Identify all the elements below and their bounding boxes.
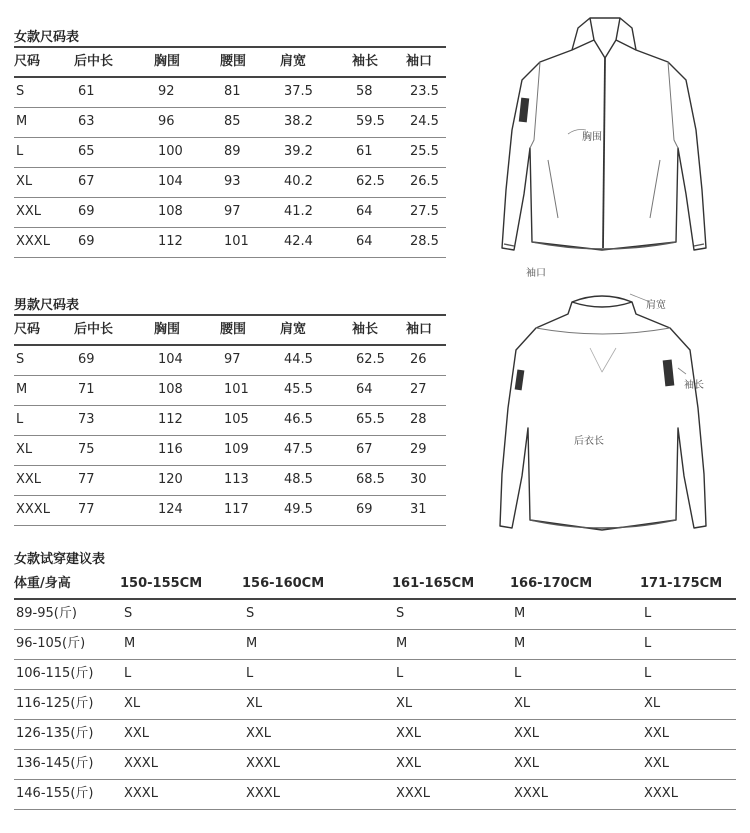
table-cell: 64 (356, 234, 373, 249)
table-cell: L (16, 144, 24, 159)
table-cell: 41.2 (284, 204, 313, 219)
table-row (14, 346, 446, 374)
table-cell: XXL (396, 756, 422, 771)
table-cell: M (124, 636, 136, 651)
table-row (14, 750, 736, 778)
table-cell: 136-145(斤) (16, 756, 94, 771)
table-cell: XXL (396, 726, 422, 741)
table-cell: 45.5 (284, 382, 313, 397)
suggest-table-title: 女款试穿建议表 (14, 552, 106, 567)
header-cell: 尺码 (14, 322, 41, 337)
women-table-title: 女款尺码表 (14, 30, 80, 45)
table-cell: 64 (356, 204, 373, 219)
table-cell: L (396, 666, 404, 681)
table-cell: 63 (78, 114, 95, 129)
table-cell: 97 (224, 352, 241, 367)
table-cell: 100 (158, 144, 183, 159)
table-cell: M (16, 114, 28, 129)
table-cell: S (16, 352, 25, 367)
women-size-table (14, 50, 446, 260)
table-cell: XL (124, 696, 141, 711)
table-cell: 24.5 (410, 114, 439, 129)
table-cell: 28 (410, 412, 427, 427)
table-cell: 124 (158, 502, 183, 517)
table-cell: 37.5 (284, 84, 313, 99)
table-cell: 68.5 (356, 472, 385, 487)
table-cell: 116-125(斤) (16, 696, 94, 711)
table-cell: 120 (158, 472, 183, 487)
header-cell: 袖长 (352, 322, 379, 337)
table-row (14, 406, 446, 434)
table-cell: 48.5 (284, 472, 313, 487)
table-cell: 47.5 (284, 442, 313, 457)
header-cell: 袖口 (406, 322, 433, 337)
header-cell: 袖长 (352, 54, 379, 69)
table-header-row (14, 318, 446, 342)
table-cell: 85 (224, 114, 241, 129)
table-cell: XXL (16, 204, 42, 219)
table-cell: 71 (78, 382, 95, 397)
header-cell: 腰围 (220, 54, 247, 69)
table-cell: 67 (78, 174, 95, 189)
table-cell: 117 (224, 502, 249, 517)
table-cell: XXXL (396, 786, 430, 801)
table-cell: XXXL (16, 234, 50, 249)
table-cell: XXXL (246, 786, 280, 801)
table-cell: XL (16, 442, 33, 457)
chest-label: 胸围 (582, 132, 602, 143)
table-cell: 108 (158, 204, 183, 219)
table-cell: 77 (78, 472, 95, 487)
table-cell: L (246, 666, 254, 681)
header-cell: 袖口 (406, 54, 433, 69)
table-cell: L (644, 666, 652, 681)
table-cell: 38.2 (284, 114, 313, 129)
header-cell: 腰围 (220, 322, 247, 337)
table-cell: S (396, 606, 405, 621)
table-row (14, 198, 446, 226)
table-cell: 25.5 (410, 144, 439, 159)
table-cell: 67 (356, 442, 373, 457)
table-cell: 101 (224, 382, 249, 397)
jacket-back-diagram (490, 288, 720, 538)
table-cell: 75 (78, 442, 95, 457)
table-cell: XXL (644, 726, 670, 741)
header-cell: 161-165CM (392, 576, 475, 591)
men-size-table (14, 318, 446, 528)
women-title-rule (14, 46, 446, 48)
row-rule (14, 809, 736, 810)
table-cell: XL (644, 696, 661, 711)
table-row (14, 720, 736, 748)
table-cell: 81 (224, 84, 241, 99)
table-cell: 27 (410, 382, 427, 397)
table-cell: 77 (78, 502, 95, 517)
header-cell: 体重/身高 (14, 576, 71, 591)
table-row (14, 228, 446, 256)
table-cell: 92 (158, 84, 175, 99)
table-cell: 39.2 (284, 144, 313, 159)
table-cell: 93 (224, 174, 241, 189)
shoulder-label: 肩宽 (646, 300, 666, 311)
table-cell: XL (246, 696, 263, 711)
sleeve-label: 袖长 (684, 380, 704, 391)
table-cell: 62.5 (356, 174, 385, 189)
table-cell: 104 (158, 174, 183, 189)
men-table-title: 男款尺码表 (14, 298, 80, 313)
table-cell: 105 (224, 412, 249, 427)
header-cell: 156-160CM (242, 576, 325, 591)
table-cell: 112 (158, 412, 183, 427)
table-cell: 112 (158, 234, 183, 249)
cuff-label: 袖口 (526, 268, 546, 279)
table-cell: 62.5 (356, 352, 385, 367)
table-row (14, 660, 736, 688)
table-cell: XXL (644, 756, 670, 771)
table-cell: XXXL (124, 786, 158, 801)
table-cell: XXXL (644, 786, 678, 801)
table-cell: XXL (514, 726, 540, 741)
header-cell: 胸围 (154, 54, 181, 69)
table-cell: L (124, 666, 132, 681)
table-cell: 97 (224, 204, 241, 219)
table-row (14, 168, 446, 196)
table-cell: XXXL (246, 756, 280, 771)
table-cell: XXXL (124, 756, 158, 771)
table-cell: 29 (410, 442, 427, 457)
table-cell: M (16, 382, 28, 397)
table-cell: 26.5 (410, 174, 439, 189)
table-cell: 46.5 (284, 412, 313, 427)
header-cell: 后中长 (74, 322, 114, 337)
table-cell: 61 (356, 144, 373, 159)
jacket-front-diagram (490, 10, 720, 275)
table-cell: XL (396, 696, 413, 711)
table-cell: L (644, 606, 652, 621)
table-cell: L (16, 412, 24, 427)
table-cell: XL (514, 696, 531, 711)
table-row (14, 436, 446, 464)
table-row (14, 496, 446, 524)
header-cell: 后中长 (74, 54, 114, 69)
table-cell: 69 (78, 234, 95, 249)
table-cell: 89-95(斤) (16, 606, 77, 621)
table-cell: 89 (224, 144, 241, 159)
table-cell: 69 (78, 352, 95, 367)
table-cell: XXL (16, 472, 42, 487)
header-cell: 171-175CM (640, 576, 723, 591)
table-cell: 26 (410, 352, 427, 367)
table-cell: M (396, 636, 408, 651)
table-cell: XL (16, 174, 33, 189)
header-cell: 150-155CM (120, 576, 203, 591)
table-cell: XXL (514, 756, 540, 771)
table-cell: M (514, 636, 526, 651)
table-cell: XXXL (16, 502, 50, 517)
table-cell: 73 (78, 412, 95, 427)
table-cell: L (514, 666, 522, 681)
table-cell: 113 (224, 472, 249, 487)
table-cell: S (124, 606, 133, 621)
table-cell: M (246, 636, 258, 651)
table-cell: 40.2 (284, 174, 313, 189)
table-cell: L (644, 636, 652, 651)
table-cell: S (16, 84, 25, 99)
table-cell: 58 (356, 84, 373, 99)
table-cell: 30 (410, 472, 427, 487)
table-cell: 44.5 (284, 352, 313, 367)
table-cell: XXL (246, 726, 272, 741)
header-cell: 胸围 (154, 322, 181, 337)
table-cell: 104 (158, 352, 183, 367)
fit-suggestion-table (14, 572, 736, 812)
table-row (14, 600, 736, 628)
table-cell: 69 (356, 502, 373, 517)
table-cell: 96 (158, 114, 175, 129)
table-cell: 61 (78, 84, 95, 99)
table-row (14, 108, 446, 136)
table-row (14, 630, 736, 658)
table-cell: XXL (124, 726, 150, 741)
table-cell: 23.5 (410, 84, 439, 99)
table-cell: M (514, 606, 526, 621)
table-cell: 28.5 (410, 234, 439, 249)
table-header-row (14, 572, 736, 596)
table-cell: 106-115(斤) (16, 666, 94, 681)
table-row (14, 376, 446, 404)
table-cell: 108 (158, 382, 183, 397)
table-row (14, 466, 446, 494)
table-cell: 49.5 (284, 502, 313, 517)
back-length-label: 后衣长 (574, 436, 604, 447)
table-cell: 42.4 (284, 234, 313, 249)
table-cell: 64 (356, 382, 373, 397)
table-cell: 31 (410, 502, 427, 517)
header-cell: 肩宽 (280, 322, 307, 337)
row-rule (14, 257, 446, 258)
table-cell: S (246, 606, 255, 621)
table-row (14, 780, 736, 808)
table-cell: 101 (224, 234, 249, 249)
table-cell: 27.5 (410, 204, 439, 219)
table-row (14, 78, 446, 106)
table-row (14, 138, 446, 166)
table-header-row (14, 50, 446, 74)
table-row (14, 690, 736, 718)
men-title-rule (14, 314, 446, 316)
table-cell: 65 (78, 144, 95, 159)
header-cell: 尺码 (14, 54, 41, 69)
table-cell: XXXL (514, 786, 548, 801)
header-cell: 166-170CM (510, 576, 593, 591)
table-cell: 69 (78, 204, 95, 219)
table-cell: 96-105(斤) (16, 636, 86, 651)
table-cell: 116 (158, 442, 183, 457)
table-cell: 146-155(斤) (16, 786, 94, 801)
table-cell: 59.5 (356, 114, 385, 129)
header-cell: 肩宽 (280, 54, 307, 69)
table-cell: 109 (224, 442, 249, 457)
row-rule (14, 525, 446, 526)
table-cell: 65.5 (356, 412, 385, 427)
table-cell: 126-135(斤) (16, 726, 94, 741)
